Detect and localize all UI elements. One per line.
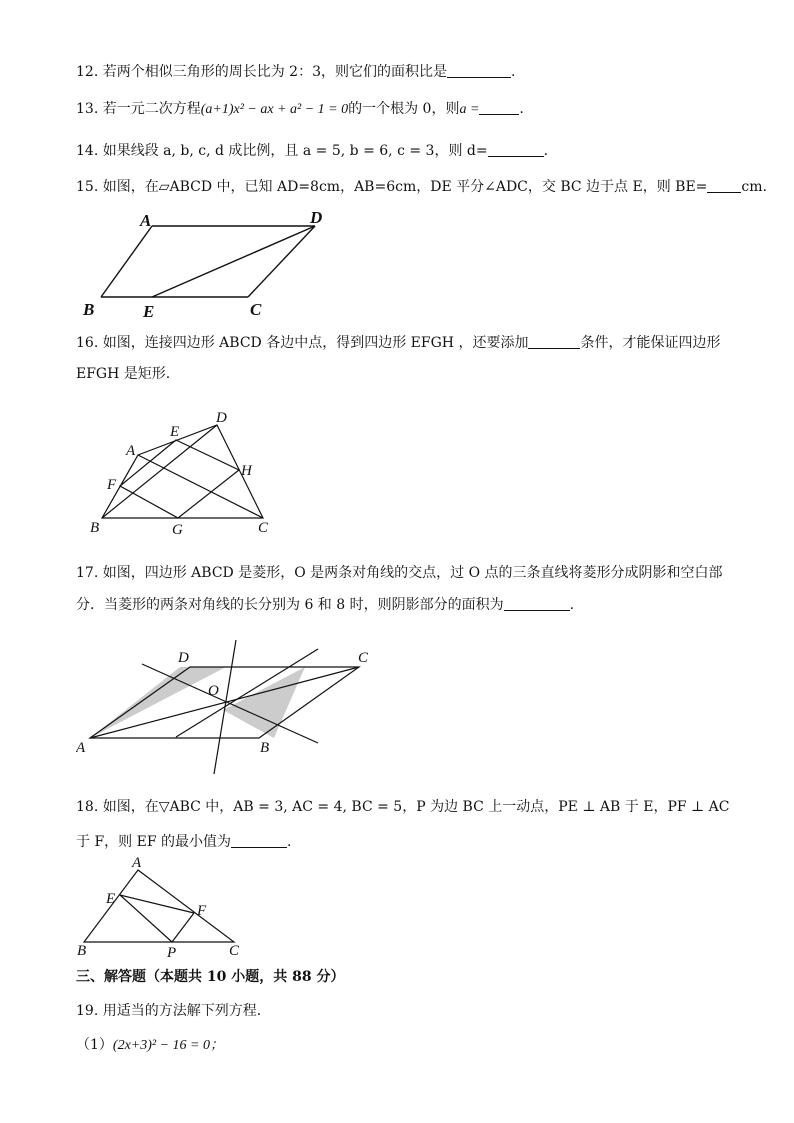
question-number: 14. bbox=[76, 143, 99, 159]
label-a: A bbox=[140, 211, 152, 230]
equation: (2x+3)² − 16 = 0； bbox=[112, 1038, 224, 1053]
question-number: 16. bbox=[76, 335, 99, 351]
question-text: EFGH 是矩形. bbox=[76, 366, 171, 382]
question-19-part-1 bbox=[76, 1035, 224, 1056]
label-p: P bbox=[167, 945, 177, 961]
question-text: 如果线段 a, b, c, d 成比例，且 a = 5, b = 6, c = 3，则 d= bbox=[102, 143, 488, 159]
label-b: B bbox=[77, 943, 87, 959]
question-13 bbox=[76, 99, 524, 120]
question-text-mid: 的一个根为 0，则 bbox=[348, 101, 460, 117]
question-text-end: . bbox=[510, 64, 516, 80]
label-f: F bbox=[197, 903, 207, 919]
question-text: 如图，四边形 ABCD 是菱形，O 是两条对角线的交点，过 O 点的三条直线将菱形分成阴影和空白部 bbox=[102, 565, 723, 581]
label-g: G bbox=[172, 522, 183, 538]
label-e: E bbox=[143, 302, 155, 321]
question-number: 17. bbox=[76, 565, 99, 581]
segment-pe bbox=[120, 895, 172, 942]
question-19 bbox=[76, 1001, 271, 1021]
subquestion-label: （1） bbox=[76, 1037, 113, 1053]
answer-blank[interactable] bbox=[479, 100, 519, 115]
question-text: 如图，在▱ABCD 中，已知 AD=8cm，AB=6cm，DE 平分∠ADC，交 BC 边于点 E，则 BE= bbox=[102, 179, 708, 195]
label-a: A bbox=[76, 740, 86, 756]
label-b: B bbox=[83, 300, 95, 319]
quadrilateral-abcd bbox=[102, 425, 263, 518]
question-number: 19. bbox=[76, 1003, 99, 1019]
quadrilateral-efgh bbox=[120, 440, 239, 518]
segment-de bbox=[152, 226, 315, 297]
question-17-line2 bbox=[76, 595, 574, 615]
question-text: 用适当的方法解下列方程． bbox=[102, 1003, 271, 1019]
question-15 bbox=[76, 177, 767, 197]
label-f: F bbox=[107, 477, 117, 493]
question-17 bbox=[76, 563, 723, 583]
question-18 bbox=[76, 797, 729, 817]
figure-parallelogram bbox=[76, 205, 336, 323]
answer-blank[interactable] bbox=[504, 596, 570, 611]
label-a: A bbox=[132, 855, 142, 871]
answer-blank[interactable] bbox=[488, 142, 544, 157]
answer-blank[interactable] bbox=[528, 334, 580, 349]
unit-label: cm. bbox=[741, 179, 767, 195]
question-text-end: . bbox=[569, 597, 575, 613]
answer-blank[interactable] bbox=[707, 178, 741, 193]
question-text-end: . bbox=[543, 143, 549, 159]
question-16-line2 bbox=[76, 364, 170, 384]
question-text: 分．当菱形的两条对角线的长分别为 6 和 8 时，则阴影部分的面积为 bbox=[76, 597, 504, 613]
question-number: 13. bbox=[76, 101, 99, 117]
segment-ab bbox=[101, 226, 152, 297]
segment-cd bbox=[248, 226, 315, 297]
section-heading: 三、解答题（本题共 10 小题，共 88 分） bbox=[76, 969, 345, 985]
label-e: E bbox=[106, 891, 116, 907]
question-14 bbox=[76, 141, 548, 161]
variable-a: a = bbox=[459, 102, 480, 117]
question-16 bbox=[76, 333, 720, 353]
label-b: B bbox=[90, 520, 100, 536]
label-h: H bbox=[241, 463, 252, 479]
question-number: 12. bbox=[76, 64, 99, 80]
label-e: E bbox=[170, 424, 180, 440]
label-b: B bbox=[260, 740, 270, 756]
diagonal-ac bbox=[90, 667, 359, 738]
figure-midpoint-quadrilateral bbox=[76, 400, 286, 540]
label-d: D bbox=[178, 650, 189, 666]
question-text: 若一元二次方程 bbox=[102, 101, 201, 117]
label-c: C bbox=[250, 300, 262, 319]
question-text: 如图，连接四边形 ABCD 各边中点，得到四边形 EFGH ，还要添加 bbox=[102, 335, 529, 351]
question-text: 若两个相似三角形的周长比为 2：3，则它们的面积比是 bbox=[102, 64, 447, 80]
answer-blank[interactable] bbox=[447, 63, 511, 78]
label-d: D bbox=[310, 208, 323, 227]
segment-pf bbox=[172, 913, 194, 942]
question-text: 于 F，则 EF 的最小值为 bbox=[76, 834, 231, 850]
label-o: O bbox=[208, 683, 219, 699]
shaded-region-right bbox=[223, 667, 305, 738]
line-through-o-3 bbox=[176, 649, 318, 737]
question-18-line2 bbox=[76, 832, 291, 852]
question-text: 如图，在▽ABC 中，AB = 3, AC = 4, BC = 5，P 为边 BC 上一动点，PE ⊥ AB 于 E，PF ⊥ AC bbox=[102, 799, 730, 815]
shaded-region-left bbox=[90, 667, 226, 738]
question-12 bbox=[76, 62, 515, 82]
question-text-end: . bbox=[287, 834, 292, 850]
diagonal-bd bbox=[102, 425, 217, 518]
label-c: C bbox=[258, 520, 269, 536]
label-c: C bbox=[229, 943, 240, 959]
question-text-end: . bbox=[519, 101, 524, 117]
figure-rhombus bbox=[76, 640, 386, 780]
equation: (a+1)x² − ax + a² − 1 = 0 bbox=[200, 102, 349, 117]
answer-blank[interactable] bbox=[231, 833, 287, 848]
label-c: C bbox=[358, 650, 369, 666]
label-d: D bbox=[216, 410, 227, 426]
label-a: A bbox=[126, 443, 136, 459]
figure-right-triangle bbox=[76, 855, 256, 963]
question-text-cont: 条件，才能保证四边形 bbox=[580, 335, 721, 351]
question-number: 15. bbox=[76, 179, 99, 195]
question-number: 18. bbox=[76, 799, 99, 815]
